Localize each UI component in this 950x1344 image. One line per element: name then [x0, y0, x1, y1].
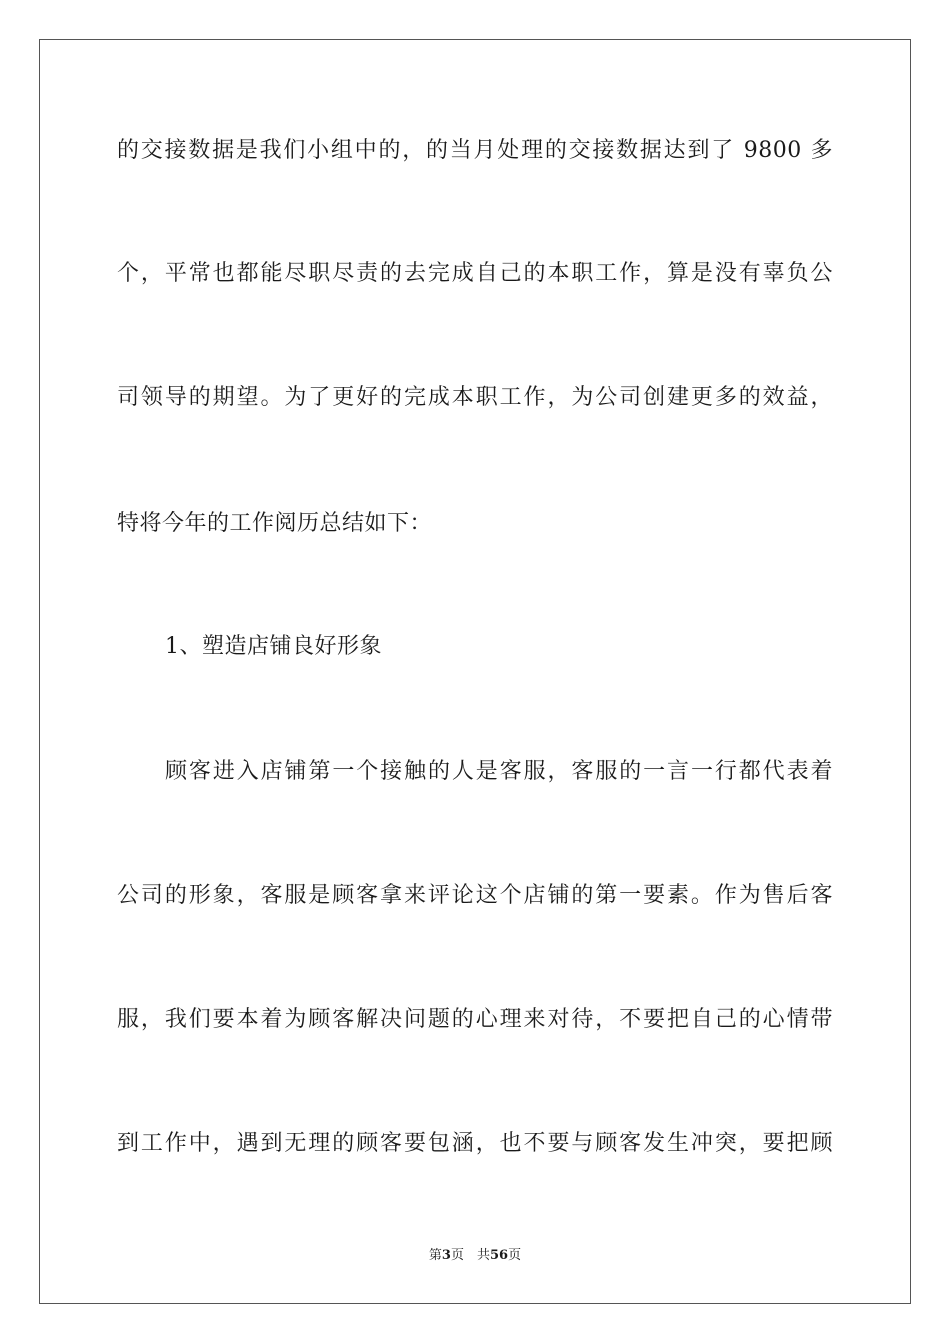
footer-total-pages: 56 — [489, 1248, 509, 1263]
body-line-7: 公司的形象，客服是顾客拿来评论这个店铺的第一要素。作为售后客 — [117, 883, 833, 908]
body-line-8: 服，我们要本着为顾客解决问题的心理来对待，不要把自己的心情带 — [117, 1007, 833, 1032]
page-number-footer — [0, 1247, 950, 1265]
footer-prefix: 第 — [428, 1248, 442, 1263]
footer-mid: 页 共 — [450, 1248, 490, 1263]
body-line-9: 到工作中，遇到无理的顾客要包涵，也不要与顾客发生冲突，要把顾 — [117, 1131, 833, 1156]
footer-current-page: 3 — [441, 1248, 451, 1263]
page-frame — [39, 39, 911, 1304]
body-line-4: 特将今年的工作阅历总结如下： — [117, 511, 433, 536]
body-line-3: 司领导的期望。为了更好的完成本职工作，为公司创建更多的效益， — [117, 385, 833, 410]
body-line-6: 顾客进入店铺第一个接触的人是客服，客服的一言一行都代表着 — [165, 759, 833, 784]
body-line-1: 的交接数据是我们小组中的，的当月处理的交接数据达到了 9800 多 — [117, 138, 833, 163]
section-heading: 1、塑造店铺良好形象 — [165, 634, 382, 659]
body-line-2: 个，平常也都能尽职尽责的去完成自己的本职工作，算是没有辜负公 — [117, 261, 833, 286]
footer-suffix: 页 — [508, 1248, 522, 1263]
